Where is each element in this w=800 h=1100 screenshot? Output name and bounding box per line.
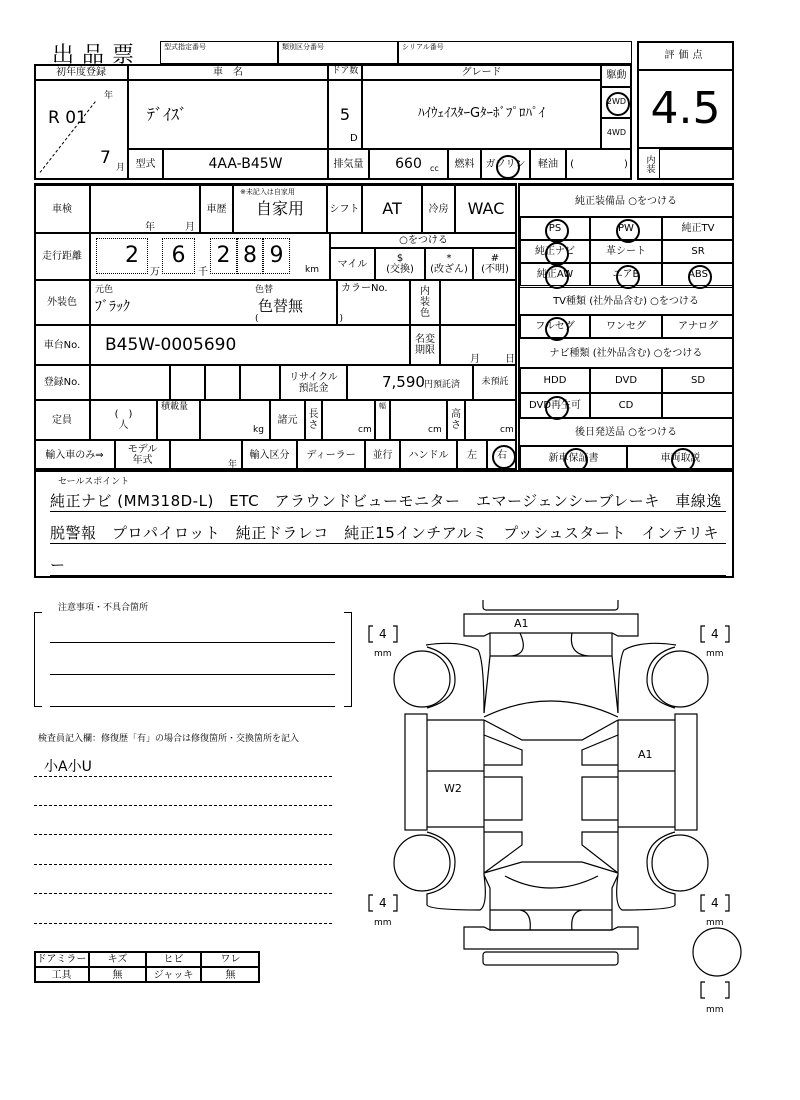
later-車両取説[interactable] bbox=[627, 446, 734, 470]
mirror-val-3 bbox=[201, 967, 260, 983]
inspector-label: 検査員記入欄：修復歴「有」の場合は修復箇所・交換箇所を記入 bbox=[38, 734, 300, 744]
grade-header bbox=[362, 64, 601, 80]
mark-option-0-text: マイル bbox=[337, 258, 368, 270]
navi-DVD再生可-text: DVD再生可 bbox=[528, 400, 582, 411]
header-field-2[interactable] bbox=[398, 41, 632, 64]
sales-label: セールスポイント bbox=[58, 477, 130, 487]
rear-bumper bbox=[464, 927, 638, 949]
inspector-line[interactable] bbox=[34, 893, 332, 894]
model-year-label-text: モデル 年式 bbox=[127, 444, 158, 466]
handle-left[interactable] bbox=[457, 440, 487, 470]
rear-plate bbox=[483, 952, 618, 965]
navi-SD[interactable] bbox=[662, 368, 734, 393]
sen: 千 bbox=[198, 267, 208, 278]
tv-フルセグ[interactable] bbox=[520, 315, 590, 338]
mileage-digit-text: 8 bbox=[243, 242, 257, 268]
spec-label bbox=[270, 400, 305, 440]
damage-mark-front-bumper: A1 bbox=[514, 617, 529, 630]
equipment-純正TV-text: 純正TV bbox=[681, 223, 715, 234]
front-bumper bbox=[464, 614, 638, 636]
later-header bbox=[518, 418, 734, 446]
recycle-label bbox=[280, 365, 347, 400]
mileage-digit-text: 6 bbox=[171, 242, 186, 268]
kg: kg bbox=[253, 425, 264, 435]
import-type-label bbox=[242, 440, 297, 470]
repaint: 色替無 bbox=[258, 297, 304, 315]
tread-value: 4 bbox=[711, 627, 719, 641]
tread-unit: mm bbox=[706, 918, 724, 928]
handle-label-text: ハンドル bbox=[408, 449, 449, 461]
navi-SD-text: SD bbox=[690, 375, 706, 386]
recycle-unit: 円預託済 bbox=[424, 380, 461, 390]
tread-unit: mm bbox=[374, 918, 392, 928]
equipment-SR-text: SR bbox=[691, 246, 705, 257]
capacity-label bbox=[34, 400, 90, 440]
mirror-val-1 bbox=[89, 967, 146, 983]
rear-window bbox=[505, 876, 598, 888]
score-value bbox=[637, 70, 734, 148]
first-reg-year: R 01 bbox=[48, 108, 87, 128]
insp-year: 年 bbox=[145, 222, 155, 233]
grade bbox=[362, 80, 601, 149]
inspector-line[interactable] bbox=[34, 864, 332, 865]
handle-right[interactable] bbox=[487, 440, 517, 470]
mark-option-3[interactable] bbox=[473, 248, 517, 280]
tv-アナログ-text: アナログ bbox=[678, 321, 718, 332]
reg-box[interactable] bbox=[205, 365, 240, 400]
interior-color-label bbox=[410, 280, 440, 325]
interior-label bbox=[637, 148, 660, 180]
mirror-head-2-text: ヒビ bbox=[163, 953, 184, 965]
fuel-other[interactable] bbox=[566, 149, 632, 180]
mirror-head-1 bbox=[89, 951, 146, 967]
ac-label bbox=[422, 185, 455, 233]
inspector-line[interactable] bbox=[34, 923, 332, 924]
car-name-text: ﾃﾞｲｽﾞ bbox=[147, 104, 188, 124]
tv-ワンセグ[interactable] bbox=[590, 315, 662, 338]
navi-CD-text: CD bbox=[618, 400, 634, 411]
drive-header bbox=[601, 64, 632, 87]
repaint-label: 色替 bbox=[255, 285, 274, 295]
left-doors bbox=[427, 720, 484, 827]
equipment-PW[interactable] bbox=[590, 217, 662, 240]
navi-header-text: ナビ種類 (社外品含む) ○をつける bbox=[549, 347, 703, 359]
later-新車保証書-text: 新車保証書 bbox=[548, 452, 599, 464]
car-name-header bbox=[128, 64, 328, 80]
equipment-エアB[interactable] bbox=[590, 263, 662, 286]
fuel-gasoline-text: ガソリン bbox=[485, 159, 526, 170]
fuel-diesel-text: 軽油 bbox=[538, 159, 558, 170]
mark-option-1-text: $ (交換) bbox=[386, 253, 414, 275]
navi-DVD[interactable] bbox=[590, 368, 662, 393]
name-change-label bbox=[410, 325, 440, 365]
mileage-digit bbox=[162, 238, 195, 274]
tread-value: 4 bbox=[711, 896, 719, 910]
mark-header bbox=[330, 233, 517, 248]
import-type-label-text: 輸入区分 bbox=[249, 449, 290, 461]
fuel-gasoline[interactable] bbox=[481, 149, 530, 180]
history-label bbox=[200, 185, 233, 233]
notes-bracket bbox=[34, 612, 352, 707]
inspector-line[interactable] bbox=[34, 834, 332, 835]
mirror-val-0-text: 工具 bbox=[51, 969, 72, 981]
equipment-エアB-text: エアB bbox=[612, 269, 640, 280]
mileage-label bbox=[34, 233, 90, 280]
right-rear-wheel bbox=[652, 835, 708, 891]
chassis-label-text: 車台No. bbox=[43, 339, 81, 351]
model-label bbox=[128, 149, 163, 180]
header-field-0[interactable] bbox=[160, 41, 278, 64]
mirror-head-1-text: キズ bbox=[107, 953, 128, 965]
recycle-value: 7,590 bbox=[382, 373, 425, 391]
mirror-val-0 bbox=[34, 967, 89, 983]
equipment-SR[interactable] bbox=[662, 240, 734, 263]
interior-grade-A bbox=[660, 148, 686, 150]
tread-depth-3 bbox=[701, 895, 729, 928]
navi-CD[interactable] bbox=[590, 393, 662, 418]
damage-mark-right-door: A1 bbox=[638, 748, 653, 761]
interior-grade-C bbox=[710, 148, 734, 150]
equipment-PS[interactable] bbox=[520, 217, 590, 240]
interior-color-label-text: 内 装 色 bbox=[420, 286, 430, 319]
later-新車保証書[interactable] bbox=[520, 446, 627, 470]
drive-2wd-text: 2WD bbox=[606, 97, 627, 107]
later-車両取説-text: 車両取説 bbox=[660, 452, 701, 464]
doors-header bbox=[328, 64, 362, 80]
name-change-label-text: 名変 期限 bbox=[415, 334, 435, 356]
cm2: cm bbox=[428, 425, 442, 435]
inspection-label bbox=[34, 185, 90, 233]
fuel-diesel[interactable] bbox=[530, 149, 566, 180]
tv-ワンセグ-text: ワンセグ bbox=[606, 321, 646, 332]
import-parallel-text: 並行 bbox=[372, 449, 393, 461]
import-parallel[interactable] bbox=[365, 440, 400, 470]
height-label-text: 高 さ bbox=[451, 409, 461, 431]
mirror-val-3-text: 無 bbox=[225, 969, 236, 981]
tread-value: 4 bbox=[379, 896, 387, 910]
mileage-digit-text: 9 bbox=[269, 242, 284, 268]
inspection-label-text: 車検 bbox=[52, 203, 72, 215]
mark-option-1[interactable] bbox=[375, 248, 425, 280]
color-no[interactable] bbox=[337, 280, 410, 325]
color-no-text: カラーNo. bbox=[341, 283, 388, 294]
reg-label bbox=[34, 365, 90, 400]
spare-wheel bbox=[693, 928, 741, 976]
mileage-label-text: 走行距離 bbox=[42, 251, 82, 262]
right-side-sill bbox=[675, 714, 697, 830]
month-unit: 月 bbox=[116, 163, 126, 173]
import-label-text: 輸入車のみ⇒ bbox=[45, 449, 104, 461]
left-rear-wheel bbox=[394, 835, 450, 891]
reg-label-text: 登録No. bbox=[43, 377, 81, 388]
handle-right-text: 右 bbox=[497, 449, 507, 461]
mileage-digit bbox=[210, 238, 237, 274]
chassis-text: B45W-0005690 bbox=[105, 334, 237, 355]
tread-unit: mm bbox=[706, 1005, 724, 1015]
windshield bbox=[484, 701, 618, 740]
history-text: 自家用 bbox=[255, 199, 304, 219]
capacity-label-text: 定員 bbox=[52, 414, 72, 426]
chassis bbox=[90, 325, 410, 365]
drive-header-text: 駆動 bbox=[606, 70, 627, 81]
first-reg-header bbox=[34, 64, 128, 80]
tread-depth-4 bbox=[701, 982, 729, 1015]
equipment-純正AW[interactable] bbox=[520, 263, 590, 286]
shift-label bbox=[327, 185, 362, 233]
chassis-label bbox=[34, 325, 90, 365]
mileage-digit-text: 2 bbox=[125, 242, 139, 268]
interior-color[interactable] bbox=[440, 280, 517, 325]
bracket-corner bbox=[34, 612, 42, 613]
notes-line[interactable] bbox=[50, 642, 335, 643]
shift bbox=[362, 185, 422, 233]
right-front-wheel bbox=[652, 651, 708, 707]
displacement-label-text: 排気量 bbox=[333, 159, 364, 170]
header-field-0-text: 型式指定番号 bbox=[164, 43, 206, 51]
first-reg-cell bbox=[34, 80, 128, 180]
history-note: ※未記入は自家用 bbox=[240, 188, 295, 196]
bracket-corner bbox=[344, 612, 352, 613]
interior-label-text: 内装 bbox=[644, 155, 655, 173]
mileage-digit bbox=[96, 238, 148, 274]
equipment-ABS-text: ABS bbox=[688, 269, 708, 280]
car-name bbox=[128, 80, 328, 149]
exterior-label-text: 外装色 bbox=[47, 297, 77, 308]
drive-4wd[interactable] bbox=[601, 118, 632, 149]
inspector-line[interactable] bbox=[34, 805, 332, 806]
right-doors bbox=[618, 720, 675, 827]
spec-label-text: 諸元 bbox=[277, 414, 298, 426]
recycle-label-text: リサイクル 預託金 bbox=[289, 371, 338, 394]
mark-option-3-text: # (不明) bbox=[481, 253, 509, 275]
handle-left-text: 左 bbox=[467, 449, 477, 461]
equipment-PS-text: PS bbox=[548, 223, 562, 234]
equipment-革シート-text: 革シート bbox=[606, 246, 646, 257]
reg-box[interactable] bbox=[90, 365, 170, 400]
ac-text: WAC bbox=[467, 199, 505, 219]
drive-4wd-text: 4WD bbox=[606, 128, 627, 138]
import-label bbox=[34, 440, 115, 470]
km: km bbox=[305, 265, 319, 275]
mileage-digit bbox=[237, 238, 263, 274]
nc-month: 月 bbox=[470, 354, 480, 365]
equipment-革シート[interactable] bbox=[590, 240, 662, 263]
mirror-head-2 bbox=[146, 951, 201, 967]
equipment-純正ナビ[interactable] bbox=[520, 240, 590, 263]
car-damage-diagram bbox=[360, 600, 760, 1020]
fuel-other-text: ( ) bbox=[570, 159, 628, 170]
navi-DVD再生可[interactable] bbox=[520, 393, 590, 418]
first-reg-header-text: 初年度登録 bbox=[56, 66, 106, 78]
reg-box[interactable] bbox=[170, 365, 205, 400]
length-label-text: 長 さ bbox=[308, 409, 319, 431]
tv-アナログ[interactable] bbox=[662, 315, 734, 338]
navi-empty bbox=[662, 393, 734, 418]
cm1: cm bbox=[358, 425, 372, 435]
mark-option-0[interactable] bbox=[330, 248, 375, 280]
left-side-sill bbox=[405, 714, 427, 830]
doors-header-text: ドア数 bbox=[331, 66, 359, 77]
car-name-header-text: 車 名 bbox=[213, 66, 243, 78]
year-unit: 年 bbox=[104, 91, 114, 101]
cabin bbox=[484, 720, 618, 875]
repaint-paren: ( ) bbox=[255, 314, 344, 324]
tread-value: 4 bbox=[379, 627, 387, 641]
header-field-1[interactable] bbox=[278, 41, 398, 64]
cc: cc bbox=[430, 164, 439, 173]
mirror-head-3-text: ワレ bbox=[220, 953, 241, 965]
nc-day: 日 bbox=[505, 354, 515, 365]
sales-point-line: 純正ナビ (MM318D-L) ETC アラウンドビューモニター エマージェンシーブレーキ 車線逸 bbox=[50, 490, 726, 512]
mark-option-2-text: * (改ざん) bbox=[430, 253, 468, 275]
import-dealer[interactable] bbox=[297, 440, 365, 470]
mirror-head-0-text: ドアミラー bbox=[36, 953, 87, 965]
tv-header-text: TV種類 (社外品含む) ○をつける bbox=[553, 295, 699, 307]
mirror-head-0 bbox=[34, 951, 89, 967]
score-label bbox=[637, 41, 734, 70]
navi-HDD[interactable] bbox=[520, 368, 590, 393]
later-header-text: 後日発送品 ○をつける bbox=[575, 426, 677, 438]
doors-text: 5 bbox=[339, 104, 351, 124]
score-label-text: 評価点 bbox=[664, 50, 707, 61]
reg-box[interactable] bbox=[240, 365, 280, 400]
sales-point-line: 脱警報 プロパイロット 純正ドラレコ 純正15インチアルミ プッシュスタート インテリキ bbox=[50, 522, 726, 544]
width-label-text: 幅 bbox=[379, 402, 386, 410]
original-color: ﾌﾞﾗｯｸ bbox=[95, 299, 130, 315]
mirror-head-3 bbox=[201, 951, 260, 967]
grade-text: ﾊｲｳｪｲｽﾀｰGﾀｰﾎﾞﾌﾟﾛﾊﾟｲ bbox=[417, 106, 546, 122]
left-rear-fender bbox=[427, 832, 485, 910]
form-title: 出品票 bbox=[52, 43, 143, 68]
load-label-text: 積載量 bbox=[161, 402, 189, 412]
doors-unit: D bbox=[350, 133, 358, 144]
right-rear-fender bbox=[617, 832, 675, 910]
tv-header bbox=[518, 287, 734, 315]
bracket-corner bbox=[34, 706, 42, 707]
shift-text: AT bbox=[382, 199, 402, 219]
damage-mark-left-door: W2 bbox=[444, 782, 462, 795]
ac-label-text: 冷房 bbox=[428, 203, 449, 215]
mirror-val-2-text: ジャッキ bbox=[153, 969, 194, 981]
sales-point-line: ー bbox=[50, 554, 726, 576]
history-label-text: 車歴 bbox=[206, 203, 227, 215]
insp-month: 月 bbox=[185, 222, 195, 233]
cm3: cm bbox=[500, 425, 514, 435]
header-field-2-text: シリアル番号 bbox=[402, 43, 444, 51]
model bbox=[163, 149, 328, 180]
tv-フルセグ-text: フルセグ bbox=[535, 321, 575, 332]
score-value-text: 4.5 bbox=[650, 82, 721, 134]
recycle-none[interactable] bbox=[473, 365, 517, 400]
exterior-label bbox=[34, 280, 90, 325]
capacity-text: ( ) 人 bbox=[114, 409, 133, 431]
handle-label bbox=[400, 440, 457, 470]
recycle-none-text: 未預託 bbox=[481, 376, 509, 387]
load-label bbox=[157, 400, 200, 440]
header-field-1-text: 類別区分番号 bbox=[282, 43, 324, 51]
width-label bbox=[375, 400, 390, 440]
interior-grade-B[interactable] bbox=[686, 148, 710, 150]
equipment-PW-text: PW bbox=[618, 223, 634, 234]
equipment-ABS[interactable] bbox=[662, 263, 734, 286]
tread-unit: mm bbox=[374, 649, 392, 659]
navi-header bbox=[518, 338, 734, 368]
displacement-label bbox=[328, 149, 369, 180]
model-label-text: 型式 bbox=[135, 159, 156, 170]
trunk bbox=[484, 875, 618, 930]
navi-DVD-text: DVD bbox=[614, 375, 638, 386]
equipment-header-text: 純正装備品 ○をつける bbox=[575, 195, 677, 207]
capacity bbox=[90, 400, 157, 440]
mileage-digit-text: 2 bbox=[216, 242, 231, 268]
bracket-corner bbox=[344, 706, 352, 707]
model-year-unit: 年 bbox=[228, 460, 238, 470]
mark-option-2[interactable] bbox=[425, 248, 473, 280]
model-year-label bbox=[115, 440, 170, 470]
displacement-text: 660 bbox=[395, 155, 422, 172]
ac bbox=[455, 185, 517, 233]
tread-depth-0 bbox=[369, 626, 397, 659]
navi-HDD-text: HDD bbox=[543, 375, 567, 386]
notes-line[interactable] bbox=[50, 706, 335, 707]
mark-header-text: ○をつける bbox=[399, 235, 448, 246]
front-plate bbox=[483, 600, 618, 610]
drive-2wd[interactable] bbox=[601, 87, 632, 118]
first-reg-month: 7 bbox=[100, 148, 111, 168]
tread-depth-1 bbox=[701, 626, 729, 659]
mirror-val-2 bbox=[146, 967, 201, 983]
fuel-label-text: 燃料 bbox=[454, 159, 475, 170]
import-dealer-text: ディーラー bbox=[306, 449, 356, 461]
mirror-val-1-text: 無 bbox=[112, 969, 123, 981]
grade-header-text: グレード bbox=[461, 66, 502, 78]
equipment-純正TV[interactable] bbox=[662, 217, 734, 240]
notes-label: 注意事項・不具合箇所 bbox=[58, 603, 149, 613]
length-label bbox=[305, 400, 322, 440]
tread-depth-2 bbox=[369, 895, 397, 928]
tread-unit: mm bbox=[706, 649, 724, 659]
height-label bbox=[447, 400, 465, 440]
equipment-header bbox=[518, 185, 734, 217]
model-text: 4AA-B45W bbox=[208, 155, 283, 172]
shift-label-text: シフト bbox=[329, 203, 360, 215]
equipment-純正AW-text: 純正AW bbox=[536, 269, 574, 280]
notes-line[interactable] bbox=[50, 674, 335, 675]
bracket-icon bbox=[701, 982, 729, 998]
equipment-純正ナビ-text: 純正ナビ bbox=[535, 246, 575, 257]
fuel-label bbox=[448, 149, 481, 180]
mileage-digit bbox=[263, 238, 290, 274]
inspector-line[interactable] bbox=[34, 776, 332, 777]
man: 万 bbox=[150, 267, 160, 278]
original-color-label: 元色 bbox=[95, 285, 114, 295]
inspector-text: 小A小U bbox=[44, 759, 92, 775]
left-front-wheel bbox=[394, 651, 450, 707]
